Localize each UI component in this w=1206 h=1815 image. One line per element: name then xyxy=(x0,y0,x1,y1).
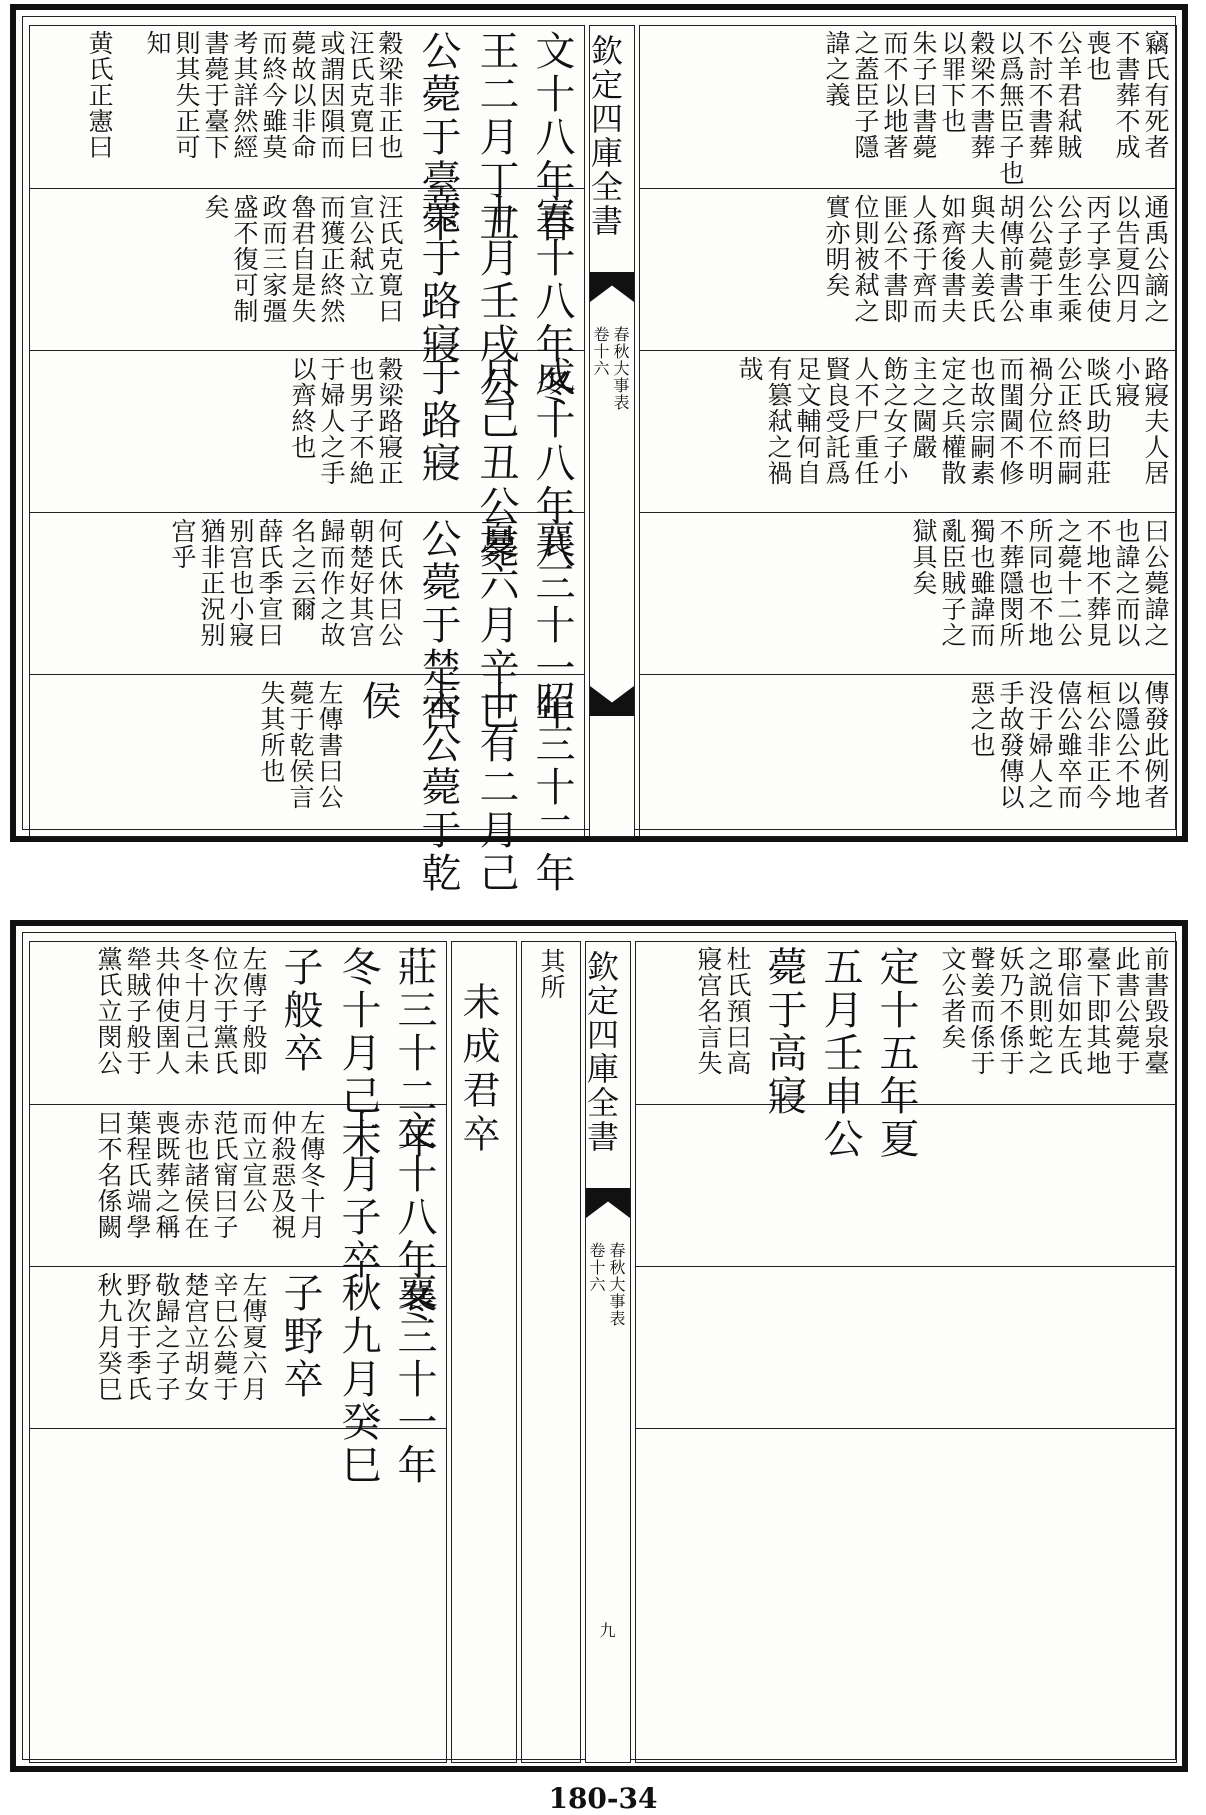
work-title: 春秋大事表 xyxy=(611,326,630,411)
dinggong-year: 定十五年夏 xyxy=(873,946,919,1161)
right-note-4: 曰公薨諱之 也諱之而以 不地不葬見 之薨十二公 所同也不地 不葬隱閔所 獨也雖諱而 亂臣賊子之 獄具矣 xyxy=(909,518,1170,648)
upper-fish-tail xyxy=(590,272,634,302)
series-title: 欽定四庫全書 xyxy=(586,34,624,238)
upper-page xyxy=(10,4,1188,895)
b-row3-entry: 秋九月癸巳 xyxy=(335,1272,381,1487)
dinggong-commentary: 薨于高寢 xyxy=(761,946,807,1118)
row5-commentary-tail: 侯 xyxy=(355,680,401,723)
lower-page-frame xyxy=(22,932,1176,1760)
right-note-3: 路寢夫人居 小寢 啖氏助曰莊 公正終而嗣 禍分位不明 而閨閫不修 也故宗嗣素 定之兵權散 主之閫嚴 飭之女子小 人不尸重任 賢良受託爲 足文輔何自 有篡弒之禍 哉 xyxy=(735,356,1170,486)
upper-right-table xyxy=(639,25,1177,837)
lower-fish-tail xyxy=(586,1188,630,1218)
row2-note: 汪氏克寛曰 宣公弒立 而獲正終然 魯君自是失 政而三家彊 盛不復可制 矣 xyxy=(201,194,404,324)
row1-commentary: 公薨于臺下 xyxy=(415,30,461,245)
narrow-column-text: 其所 xyxy=(537,948,566,1000)
right-note-1: 竊氏有死者 不書葬不成 喪也 公羊君弒賊 不討不書葬 以爲無臣子也 穀梁不書葬 以罪下也 朱子曰書薨 而不以地著 之蓋臣子隱 諱之義 xyxy=(822,30,1170,186)
row3-commentary: 于路寢 xyxy=(415,356,461,485)
page-number: 180-34 xyxy=(548,1782,658,1815)
section-header: 未成君卒 xyxy=(456,982,500,1158)
folio-number: 九 xyxy=(597,1622,616,1639)
dinggong-entry: 五月壬申公 xyxy=(817,946,863,1161)
lower-center-banner xyxy=(582,941,631,1763)
continuation-note: 前書毀泉臺 此書公薨于 臺下即其地 耶信如左氏 之説則蛇之 妖乃不係于 聲姜而係于 文公者矣 xyxy=(938,946,1170,1076)
row3-entry: 月己丑公薨 xyxy=(473,356,519,571)
row4-note: 何氏休曰公 朝楚好其宫 歸而作之故 名之云爾 xyxy=(288,518,404,648)
dinggong-note: 杜氏預曰高 寢宫名言失 xyxy=(694,946,752,1076)
row5-year: 昭三十二年 xyxy=(529,680,575,895)
b-row1-commentary: 子般卒 xyxy=(277,946,323,1075)
work-title-lower: 春秋大事表 xyxy=(607,1242,626,1327)
upper-page-frame xyxy=(22,16,1176,895)
b-row2-note: 左傳冬十月 仲殺惡及視 而立宣公 范氏甯曰子 赤也諸侯在 喪既葬之稱 葉程氏端學 曰不名係闕 xyxy=(94,1110,326,1240)
row4-commentary: 公薨于楚宫 xyxy=(415,518,461,733)
b-row3-note: 左傳夏六月 辛巳公薨于 楚宫立胡女 敬歸之子子 野次于季氏 秋九月癸巳 xyxy=(94,1272,268,1402)
row5-note: 左傳書曰公 薨于乾侯言 失其所也 xyxy=(257,680,344,810)
b-row2-entry: 十月子卒 xyxy=(335,1110,381,1282)
row4-year: 襄三十一年 xyxy=(529,518,575,733)
b-row1-entry: 冬十月己未 xyxy=(335,946,381,1161)
lower-right-table xyxy=(635,941,1177,1763)
row4-note-tail: 薛氏季宣曰 别宫也小寢 猶非正況别 宫乎 xyxy=(168,518,284,648)
lower-left-table xyxy=(29,941,447,1763)
row3-note: 穀梁路寢正 也男子不絶 于婦人之手 以齊終也 xyxy=(288,356,404,486)
row2-year: 宣十八年冬 xyxy=(529,194,575,409)
row2-entry: 十月壬戌公 xyxy=(473,194,519,409)
upper-center-banner xyxy=(586,25,635,837)
b-row1-note: 左傳子般即 位次于黨氏 冬十月己未 共仲使圉人 犖賊子般于 黨氏立閔公 xyxy=(94,946,268,1076)
row1-entry: 王二月丁丑 xyxy=(473,30,519,245)
b-row1-year: 莊三十二年 xyxy=(391,946,437,1161)
series-title-lower: 欽定四庫全書 xyxy=(582,950,620,1154)
row2-commentary: 薨于路寢 xyxy=(415,194,461,366)
section-header-column xyxy=(451,941,517,1763)
upper-left-table xyxy=(29,25,585,895)
right-note-2: 通禹公謫之 以告夏四月 丙子享公使 公子彭生乘 公公薨于車 胡傳前書公 與夫人姜氏 如齊後書夫 人孫于齊而 匪公不書即 位則被弒之 實亦明矣 xyxy=(822,194,1170,324)
narrow-column xyxy=(521,941,581,1763)
juan-number: 卷十六 xyxy=(591,326,610,377)
row1-note-tail: 黄氏正憲曰 xyxy=(85,30,114,160)
row3-year: 成十八年八 xyxy=(529,356,575,571)
juan-number-lower: 卷十六 xyxy=(587,1242,606,1293)
b-row3-year: 襄三十一年 xyxy=(391,1272,437,1487)
row1-note: 穀梁非正也 汪氏克寛曰 或謂因隕而 薨故以非命 而終今雖莫 考其詳然經 書薨于臺下 則其失正可 知 xyxy=(143,30,404,160)
b-row2-year: 文十八年冬 xyxy=(391,1110,437,1325)
row1-year: 文十八年春 xyxy=(529,30,575,245)
b-row3-commentary: 子野卒 xyxy=(277,1272,323,1401)
right-note-5: 傳發此例者 以隱公不地 桓公非正今 僖公雖卒而 没于婦人之 手故發傳以 惡之也 xyxy=(967,680,1170,810)
lower-page xyxy=(10,920,1188,1772)
row5-entry: 十有二月己 xyxy=(473,680,519,895)
row5-commentary: 未公薨于乾 xyxy=(415,680,461,895)
upper-fish-tail-lower xyxy=(590,686,634,716)
row4-entry: 夏六月辛巳 xyxy=(473,518,519,733)
